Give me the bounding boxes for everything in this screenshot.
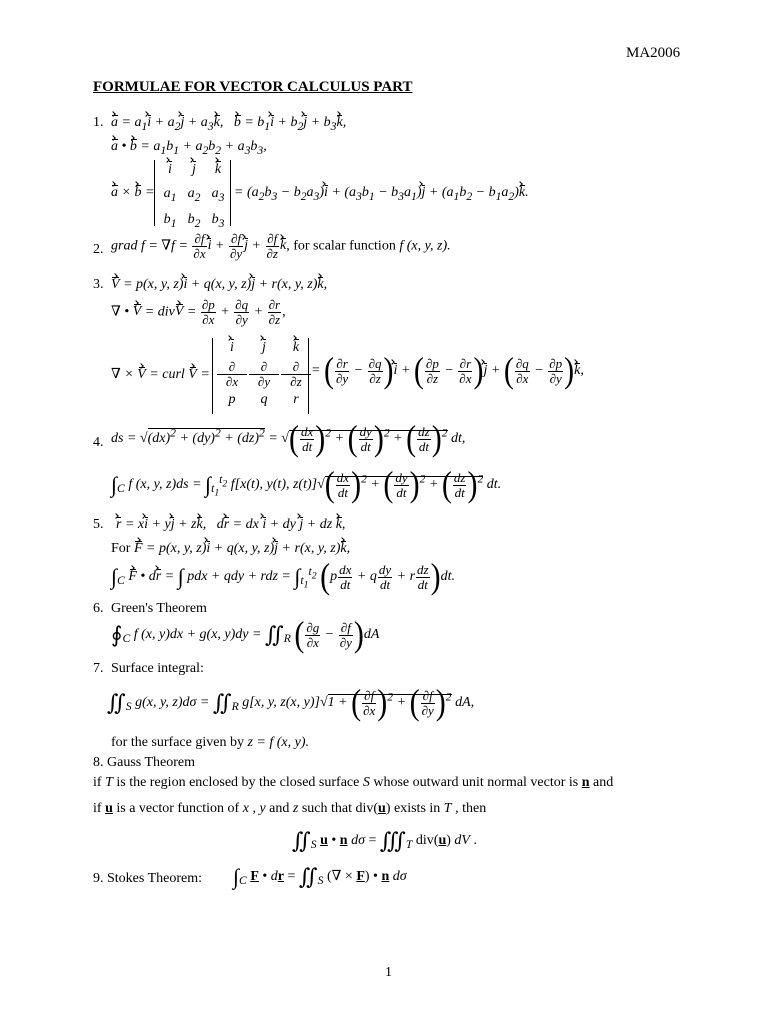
item-number-7: 7.	[93, 661, 104, 676]
formula-1b: a • $b = a_1b_1 + a_2b_2 + a_3b_3$,	[111, 139, 267, 157]
det3-right-bar	[308, 338, 309, 414]
formula-4a: ds = √(dx)$^2$ + (dy)$^2$ + (dz)$^2$ = √( $\frac{dx}{dt}$ )$^2$ + ( $\frac{dy}{dt}$ )$^2$ + ( $\frac{dz}{dt}$ )$^2$ dt,	[111, 418, 466, 459]
formula-6: $∮_C$ f (x, y)dx + g(x, $y)dy = ∬_R$ ( $\frac{\partial g}{\partial x}$ − $\frac{\partial f}{\partial y}$ )dA	[111, 614, 380, 655]
formula-3c-lhs: ∇ × V = curl V =	[111, 367, 210, 382]
formula-1c-rhs: = $(a_2b_3 - b_2a_3)i + (a_3b_1 - b_3a_1)j + (a_1b_2 - b_1a_2)k$.	[234, 185, 529, 203]
surface-integral-heading: Surface integral:	[111, 661, 204, 676]
gauss-l1-b: is the region enclosed by the closed surface	[116, 775, 360, 790]
item-number-9	[93, 872, 202, 886]
det3-left-bar	[212, 338, 213, 414]
gauss-l1-c: whose outward unit normal vector is	[373, 775, 579, 790]
item-number-1: 1.	[93, 115, 104, 130]
formula-9: $\int_C$ F • dr = $∬_S$ (∇ × F) • n dσ	[233, 864, 407, 889]
item-number-4: 4.	[93, 435, 104, 450]
gauss-l2-a: if	[93, 801, 102, 816]
formula-4b: $\int_C$ f (x, y, $z)ds = \int_{t_1}^{t_2}$ f[x(t), y(t), z(t)]√( $\frac{dx}{dt}$ )$^2$ + ( $\frac{dy}{dt}$ )$^2$ + ( $\frac{dz}{dt}$ )$^2$ dt.	[111, 464, 502, 505]
formula-5a: r = xi + yj + zk, dr = dx i + dy j + dz k,	[116, 517, 346, 532]
item-number-6: 6.	[93, 601, 104, 616]
div-word: div(	[415, 833, 439, 849]
item-number-8	[93, 756, 195, 770]
document-title: FORMULAE FOR VECTOR CALCULUS PART	[93, 79, 413, 95]
gauss-l2-d: such that div(	[301, 801, 379, 816]
item-number-8-text: 8.	[93, 755, 104, 770]
item-number-3: 3.	[93, 277, 104, 292]
gauss-l2-e: ) exists in	[385, 801, 441, 816]
det1-right-bar	[230, 160, 231, 226]
formula-1a: $a = a_1i + a_2j + a_3k$, $b = b_1i + b_2j + b_3k$,	[111, 115, 347, 133]
document-code: MA2006	[626, 45, 681, 61]
formula-2: grad f = ∇f = $\frac{\partial f}{\partial x}$ i + $\frac{\partial f}{\partial y}$ j + $\frac{\partial f}{\partial z}$ k, for scalar function f (x, y, z).	[111, 231, 451, 261]
formula-8: $∬_S$ u • n $d\sigma = ∭_T$ div(u) dV .	[292, 828, 477, 853]
formula-5b: For F = p(x, y, z)i + q(x, y, z)j + r(x, y, z)k,	[111, 541, 351, 556]
formula-5c: $\int_C$ F • dr = ∫ pdx + qdy + rdz = $\int_{t_1}^{t_2}$ (p $\frac{dx}{dt}$ + q $\frac{dy}{dt}$ + r $\frac{dz}{dt}$ )dt.	[111, 556, 455, 597]
formula-3a: V = p(x, y, z)i + q(x, y, z)j + r(x, y, z)k,	[111, 277, 328, 292]
formula-7: $∬_S$ g(x, y, $z)d\sigma = ∬_R$ g[x, y, z(x, y)]√1 + ( $\frac{\partial f}{\partial x}$ )$^2$ + ( $\frac{\partial f}{\partial y}$ )$^2$ dA,	[107, 682, 475, 723]
stokes-theorem-heading: Stokes Theorem:	[107, 871, 203, 886]
item-number-9-text: 9.	[93, 871, 104, 886]
surface-given-line: for the surface given by z = f (x, y).	[111, 735, 309, 750]
item-number-5: 5.	[93, 517, 104, 532]
formula-3b: ∇ • V = divV = $\frac{\partial p}{\partial x}$ + $\frac{\partial q}{\partial y}$ + $\frac{\partial r}{\partial z}$ ,	[111, 297, 286, 327]
gauss-line-1: if T is the region enclosed by the closed surface S whose outward unit normal vector is n and	[93, 775, 614, 790]
item-number-2: 2.	[93, 242, 104, 257]
gauss-l1-d: and	[593, 775, 614, 790]
for-label: For	[111, 541, 131, 556]
surface-given-text: for the surface given by	[111, 735, 244, 750]
gauss-l2-b: is a vector function of	[116, 801, 240, 816]
gauss-line-2: if u is a vector function of x , y and z such that div(u) exists in T , then	[93, 801, 487, 816]
gauss-l1-a: if	[93, 775, 102, 790]
page-number: 1	[385, 965, 392, 980]
formula-1c-lhs: a × b =	[111, 185, 155, 200]
det1-matrix: i j k $a_1$ $a_2$ $a_3$ $b_1$ $b_2$ $b_3$	[163, 162, 225, 230]
formula-3c-rhs: = ( $\frac{\partial r}{\partial y}$ − $\frac{\partial q}{\partial z}$ )i + ( $\frac{\partial p}{\partial z}$ − $\frac{\partial r}{\partial x}$ )j + ( $\frac{\partial q}{\partial x}$ − $\frac{\partial p}{\partial y}$ )k,	[311, 350, 584, 391]
det1-left-bar	[154, 160, 155, 226]
gauss-l2-c: and	[269, 801, 290, 816]
det3-matrix: i j k $\frac{\partial}{\partial x}$ $\frac{\partial}{\partial y}$ $\frac{\partial}{\partial z}$ p q r	[216, 340, 312, 408]
gauss-theorem-heading: Gauss Theorem	[107, 755, 195, 770]
greens-theorem-heading: Green's Theorem	[111, 601, 207, 616]
grad-description: , for scalar function	[286, 238, 396, 254]
gauss-l2-f: , then	[455, 801, 487, 816]
